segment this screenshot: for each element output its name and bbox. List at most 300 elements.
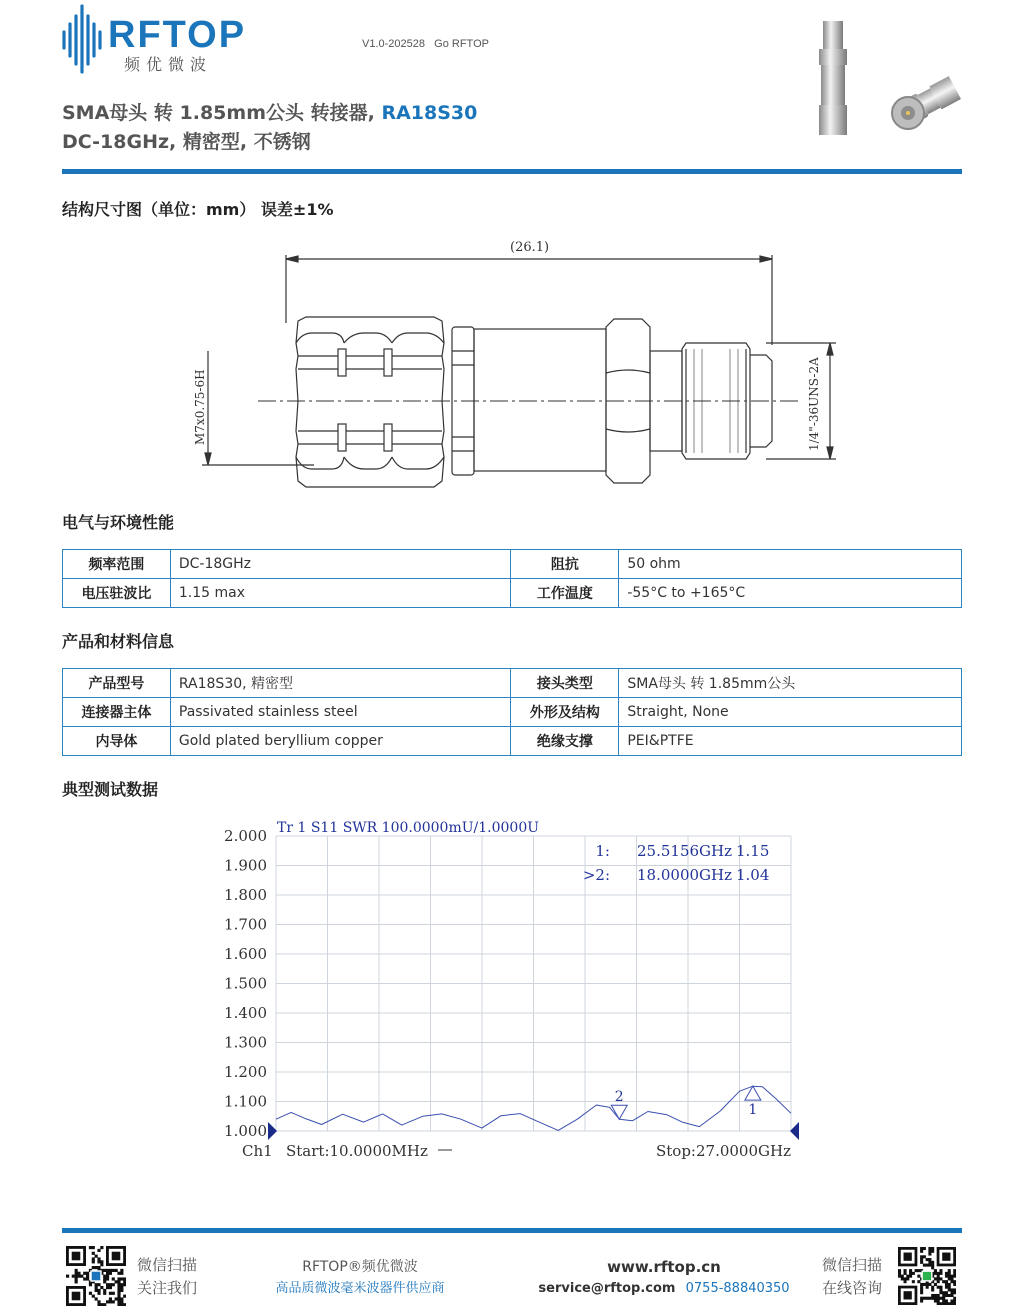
qr-module bbox=[97, 1292, 100, 1295]
qr-module bbox=[937, 1272, 940, 1275]
qr-module bbox=[937, 1277, 940, 1280]
qr-module bbox=[123, 1280, 126, 1283]
spec-key: 电压驻波比 bbox=[63, 579, 171, 608]
qr-module bbox=[92, 1252, 95, 1255]
qr-module bbox=[95, 1255, 98, 1258]
qr-module bbox=[931, 1288, 934, 1291]
qr-module bbox=[89, 1283, 92, 1286]
qr-finder bbox=[904, 1253, 912, 1261]
qr-module bbox=[112, 1269, 115, 1272]
qr-module bbox=[928, 1250, 931, 1253]
qr-module bbox=[948, 1275, 951, 1278]
qr-module bbox=[100, 1260, 103, 1263]
qr-module bbox=[934, 1277, 937, 1280]
qr-module bbox=[912, 1272, 915, 1275]
qr-module bbox=[923, 1264, 926, 1267]
footer-slogan: 高品质微波毫米波器件供应商 bbox=[275, 1281, 445, 1296]
qr-module bbox=[89, 1292, 92, 1295]
qr-center-logo bbox=[92, 1272, 101, 1281]
spec-key: 内导体 bbox=[63, 727, 171, 756]
qr-module bbox=[103, 1280, 106, 1283]
table-row bbox=[63, 727, 962, 756]
qr-module bbox=[106, 1275, 109, 1278]
qr-module bbox=[901, 1275, 904, 1278]
qr-module bbox=[945, 1286, 948, 1289]
qr-module bbox=[97, 1300, 100, 1303]
spec-key: 频率范围 bbox=[63, 550, 171, 579]
spec-value: SMA母头 转 1.85mm公头 bbox=[619, 669, 962, 698]
qr-module bbox=[80, 1275, 83, 1278]
qr-module bbox=[931, 1266, 934, 1269]
logo-wave-icon bbox=[62, 2, 108, 74]
spec-key: 绝缘支撑 bbox=[511, 727, 619, 756]
qr-module bbox=[97, 1303, 100, 1306]
y-tick-label: 1.200 bbox=[224, 1063, 267, 1081]
qr-module bbox=[112, 1277, 115, 1280]
qr-module bbox=[939, 1302, 942, 1305]
footer-rule bbox=[62, 1228, 962, 1233]
qr-module bbox=[942, 1280, 945, 1283]
y-tick-label: 1.600 bbox=[224, 945, 267, 963]
qr-module bbox=[931, 1294, 934, 1297]
qr-code-follow bbox=[66, 1246, 126, 1306]
table-row bbox=[63, 669, 962, 698]
footer-wechat-consult bbox=[822, 1254, 882, 1300]
qr-module bbox=[92, 1295, 95, 1298]
qr-module bbox=[923, 1283, 926, 1286]
qr-module bbox=[928, 1261, 931, 1264]
qr-module bbox=[928, 1264, 931, 1267]
qr-module bbox=[917, 1269, 920, 1272]
qr-module bbox=[117, 1272, 120, 1275]
spec-key: 连接器主体 bbox=[63, 698, 171, 727]
dim-length-label: (26.1) bbox=[510, 240, 550, 255]
qr-module bbox=[112, 1300, 115, 1303]
qr-module bbox=[953, 1275, 956, 1278]
qr-module bbox=[117, 1289, 120, 1292]
qr-module bbox=[950, 1280, 953, 1283]
marker-1-label: 1 bbox=[748, 1102, 758, 1119]
qr-module bbox=[920, 1286, 923, 1289]
qr-module bbox=[948, 1272, 951, 1275]
qr-module bbox=[926, 1283, 929, 1286]
qr-module bbox=[106, 1272, 109, 1275]
qr-module bbox=[909, 1269, 912, 1272]
qr-module bbox=[909, 1272, 912, 1275]
qr-module bbox=[945, 1294, 948, 1297]
qr-module bbox=[931, 1297, 934, 1300]
qr-module bbox=[920, 1255, 923, 1258]
qr-finder bbox=[72, 1252, 81, 1261]
qr-module bbox=[100, 1303, 103, 1306]
spec-value: Gold plated beryllium copper bbox=[170, 727, 511, 756]
spec-value: PEI&PTFE bbox=[619, 727, 962, 756]
qr-module bbox=[931, 1264, 934, 1267]
qr-module bbox=[950, 1275, 953, 1278]
footer-contact-block bbox=[536, 1256, 792, 1300]
qr-module bbox=[942, 1294, 945, 1297]
y-tick-label: 1.900 bbox=[224, 856, 267, 875]
qr-module bbox=[95, 1297, 98, 1300]
qr-module bbox=[100, 1286, 103, 1289]
qr-module bbox=[120, 1300, 123, 1303]
qr-module bbox=[117, 1277, 120, 1280]
qr-module bbox=[904, 1272, 907, 1275]
section-title-test: 典型测试数据 bbox=[62, 780, 159, 799]
qr-module bbox=[926, 1264, 929, 1267]
qr-module bbox=[926, 1286, 929, 1289]
qr-module bbox=[948, 1288, 951, 1291]
qr-module bbox=[100, 1246, 103, 1249]
qr-module bbox=[934, 1299, 937, 1302]
qr-module bbox=[937, 1275, 940, 1278]
qr-module bbox=[906, 1275, 909, 1278]
qr-module bbox=[948, 1286, 951, 1289]
qr-module bbox=[928, 1283, 931, 1286]
qr-finder bbox=[112, 1252, 121, 1261]
qr-module bbox=[928, 1247, 931, 1250]
qr-module bbox=[92, 1266, 95, 1269]
qr-module bbox=[950, 1294, 953, 1297]
dimension-drawing bbox=[62, 225, 962, 495]
qr-module bbox=[112, 1292, 115, 1295]
qr-module bbox=[103, 1275, 106, 1278]
qr-module bbox=[945, 1299, 948, 1302]
qr-module bbox=[917, 1275, 920, 1278]
spec-value: DC-18GHz bbox=[170, 550, 511, 579]
qr-module bbox=[904, 1277, 907, 1280]
qr-module bbox=[934, 1269, 937, 1272]
qr-module bbox=[942, 1297, 945, 1300]
qr-module bbox=[945, 1283, 948, 1286]
chart-title: Tr 1 S11 SWR 100.0000mU/1.0000U bbox=[277, 820, 540, 836]
qr-module bbox=[950, 1288, 953, 1291]
qr-module bbox=[953, 1299, 956, 1302]
qr-module bbox=[909, 1275, 912, 1278]
qr-module bbox=[920, 1247, 923, 1250]
qr-module bbox=[950, 1302, 953, 1305]
spec-value: Passivated stainless steel bbox=[170, 698, 511, 727]
qr-module bbox=[939, 1272, 942, 1275]
qr-module bbox=[77, 1272, 80, 1275]
qr-module bbox=[109, 1283, 112, 1286]
marker-readout-label: >2: bbox=[582, 866, 610, 884]
qr-module bbox=[106, 1286, 109, 1289]
qr-module bbox=[120, 1297, 123, 1300]
qr-module bbox=[97, 1249, 100, 1252]
qr-module bbox=[95, 1286, 98, 1289]
qr-module bbox=[931, 1261, 934, 1264]
qr-module bbox=[97, 1260, 100, 1263]
y-tick-label: 1.300 bbox=[224, 1033, 267, 1052]
qr-module bbox=[937, 1286, 940, 1289]
qr-module bbox=[923, 1247, 926, 1250]
swr-chart bbox=[215, 812, 815, 1162]
qr-module bbox=[920, 1261, 923, 1264]
qr-module bbox=[953, 1297, 956, 1300]
marker-readout-value: 1.15 bbox=[736, 842, 770, 860]
qr-module bbox=[953, 1283, 956, 1286]
qr-module bbox=[86, 1275, 89, 1278]
qr-module bbox=[109, 1297, 112, 1300]
qr-module bbox=[939, 1291, 942, 1294]
footer-contact-line bbox=[536, 1278, 792, 1300]
qr-module bbox=[97, 1266, 100, 1269]
qr-module bbox=[106, 1277, 109, 1280]
qr-module bbox=[904, 1269, 907, 1272]
qr-module bbox=[72, 1275, 75, 1278]
dim-left-thread-label: M7x0.75-6H bbox=[193, 369, 207, 445]
header-rule bbox=[62, 169, 962, 174]
spec-value: 1.15 max bbox=[170, 579, 511, 608]
logo-subtitle: 频优微波 bbox=[124, 55, 213, 74]
qr-module bbox=[920, 1291, 923, 1294]
qr-module bbox=[928, 1258, 931, 1261]
qr-module bbox=[928, 1253, 931, 1256]
brand-logo bbox=[62, 0, 272, 78]
qr-module bbox=[103, 1269, 106, 1272]
qr-module bbox=[109, 1286, 112, 1289]
qr-module bbox=[86, 1272, 89, 1275]
qr-module bbox=[89, 1246, 92, 1249]
qr-module bbox=[92, 1246, 95, 1249]
qr-module bbox=[103, 1303, 106, 1306]
stop-label: Stop:27.0000GHz bbox=[656, 1142, 791, 1160]
qr-module bbox=[945, 1280, 948, 1283]
qr-module bbox=[66, 1275, 69, 1278]
qr-module bbox=[934, 1272, 937, 1275]
qr-module bbox=[948, 1302, 951, 1305]
dim-right-thread-label: 1/4"-36UNS-2A bbox=[807, 357, 821, 451]
qr-module bbox=[931, 1286, 934, 1289]
qr-module bbox=[920, 1288, 923, 1291]
qr-module bbox=[953, 1280, 956, 1283]
start-label: Start:10.0000MHz bbox=[286, 1142, 428, 1160]
marker-readout-value: 1.04 bbox=[736, 866, 770, 884]
qr-module bbox=[945, 1291, 948, 1294]
qr-finder bbox=[904, 1291, 912, 1299]
qr-module bbox=[115, 1297, 118, 1300]
qr-module bbox=[97, 1257, 100, 1260]
qr-module bbox=[120, 1269, 123, 1272]
qr-module bbox=[915, 1269, 918, 1272]
page-title bbox=[62, 98, 477, 125]
marker-readout-freq: 18.0000GHz bbox=[637, 866, 732, 884]
qr-module bbox=[939, 1269, 942, 1272]
version-label: V1.0-202528 Go RFTOP bbox=[362, 38, 489, 50]
qr-module bbox=[109, 1292, 112, 1295]
qr-module bbox=[123, 1283, 126, 1286]
footer-brand-block bbox=[262, 1256, 458, 1300]
y-tick-label: 1.700 bbox=[224, 915, 267, 934]
footer-wechat-label: 微信扫描 bbox=[137, 1256, 198, 1274]
qr-module bbox=[937, 1299, 940, 1302]
qr-module bbox=[109, 1269, 112, 1272]
spec-value: -55°C to +165°C bbox=[619, 579, 962, 608]
qr-module bbox=[106, 1300, 109, 1303]
qr-module bbox=[920, 1283, 923, 1286]
y-tick-label: 1.500 bbox=[224, 974, 267, 993]
footer-wechat-follow bbox=[137, 1254, 197, 1300]
part-number: RA18S30 bbox=[381, 102, 478, 124]
qr-module bbox=[953, 1291, 956, 1294]
qr-module bbox=[934, 1297, 937, 1300]
qr-module bbox=[904, 1280, 907, 1283]
product-photo bbox=[805, 15, 965, 145]
qr-module bbox=[109, 1272, 112, 1275]
qr-module bbox=[942, 1299, 945, 1302]
electrical-table bbox=[62, 549, 962, 608]
qr-module bbox=[923, 1297, 926, 1300]
qr-module bbox=[945, 1275, 948, 1278]
qr-module bbox=[920, 1250, 923, 1253]
spec-key: 接头类型 bbox=[511, 669, 619, 698]
y-tick-label: 1.400 bbox=[224, 1004, 267, 1022]
qr-module bbox=[117, 1280, 120, 1283]
table-row bbox=[63, 550, 962, 579]
qr-module bbox=[117, 1292, 120, 1295]
spec-key: 外形及结构 bbox=[511, 698, 619, 727]
qr-module bbox=[912, 1280, 915, 1283]
footer-wechat-label: 微信扫描 bbox=[822, 1256, 883, 1274]
marker-readout-label: 1: bbox=[595, 842, 610, 860]
qr-module bbox=[898, 1275, 901, 1278]
qr-module bbox=[83, 1272, 86, 1275]
qr-module bbox=[115, 1269, 118, 1272]
qr-module bbox=[934, 1283, 937, 1286]
marker-2-label: 2 bbox=[614, 1089, 624, 1106]
qr-module bbox=[95, 1266, 98, 1269]
qr-module bbox=[75, 1272, 78, 1275]
qr-module bbox=[97, 1283, 100, 1286]
footer-phone: 0755-88840350 bbox=[685, 1281, 790, 1296]
qr-module bbox=[953, 1288, 956, 1291]
qr-module bbox=[926, 1258, 929, 1261]
qr-module bbox=[103, 1292, 106, 1295]
product-table bbox=[62, 668, 962, 756]
qr-module bbox=[939, 1286, 942, 1289]
qr-module bbox=[953, 1269, 956, 1272]
qr-module bbox=[120, 1283, 123, 1286]
logo-text: RFTOP bbox=[108, 14, 247, 56]
spec-value: 50 ohm bbox=[619, 550, 962, 579]
y-tick-label: 1.100 bbox=[224, 1092, 267, 1111]
qr-module bbox=[123, 1277, 126, 1280]
qr-module bbox=[950, 1291, 953, 1294]
footer-follow-label: 关注我们 bbox=[137, 1279, 198, 1297]
qr-module bbox=[898, 1269, 901, 1272]
footer-brand: RFTOP®频优微波 bbox=[302, 1259, 418, 1275]
qr-module bbox=[901, 1277, 904, 1280]
qr-module bbox=[117, 1303, 120, 1306]
qr-module bbox=[106, 1269, 109, 1272]
qr-module bbox=[937, 1302, 940, 1305]
spec-key: 产品型号 bbox=[63, 669, 171, 698]
footer-email-link[interactable]: service@rftop.com bbox=[538, 1281, 676, 1296]
qr-module bbox=[117, 1295, 120, 1298]
qr-module bbox=[120, 1289, 123, 1292]
qr-module bbox=[92, 1260, 95, 1263]
qr-module bbox=[117, 1283, 120, 1286]
qr-module bbox=[117, 1300, 120, 1303]
qr-module bbox=[120, 1277, 123, 1280]
qr-module bbox=[945, 1302, 948, 1305]
qr-module bbox=[934, 1294, 937, 1297]
qr-finder bbox=[72, 1292, 81, 1301]
qr-module bbox=[106, 1283, 109, 1286]
qr-module bbox=[939, 1277, 942, 1280]
qr-module bbox=[75, 1277, 78, 1280]
channel-label: Ch1 bbox=[242, 1142, 273, 1160]
qr-module bbox=[939, 1297, 942, 1300]
qr-module bbox=[898, 1272, 901, 1275]
qr-module bbox=[948, 1269, 951, 1272]
qr-module bbox=[948, 1283, 951, 1286]
qr-module bbox=[117, 1286, 120, 1289]
qr-module bbox=[77, 1275, 80, 1278]
y-tick-label: 2.000 bbox=[224, 827, 267, 845]
qr-module bbox=[112, 1283, 115, 1286]
qr-module bbox=[103, 1289, 106, 1292]
qr-module bbox=[100, 1263, 103, 1266]
table-row bbox=[63, 698, 962, 727]
qr-module bbox=[95, 1289, 98, 1292]
qr-module bbox=[120, 1286, 123, 1289]
qr-module bbox=[86, 1277, 89, 1280]
qr-module bbox=[953, 1272, 956, 1275]
qr-module bbox=[948, 1277, 951, 1280]
qr-module bbox=[926, 1297, 929, 1300]
qr-module bbox=[83, 1277, 86, 1280]
qr-center-logo bbox=[923, 1272, 931, 1280]
qr-module bbox=[920, 1258, 923, 1261]
qr-module bbox=[92, 1257, 95, 1260]
spec-value: Straight, None bbox=[619, 698, 962, 727]
qr-module bbox=[928, 1297, 931, 1300]
qr-module bbox=[953, 1302, 956, 1305]
qr-module bbox=[120, 1272, 123, 1275]
qr-module bbox=[123, 1295, 126, 1298]
section-title-drawing: 结构尺寸图（单位：mm） 误差±1% bbox=[62, 200, 334, 219]
qr-module bbox=[950, 1299, 953, 1302]
qr-module bbox=[950, 1277, 953, 1280]
qr-module bbox=[75, 1269, 78, 1272]
qr-module bbox=[939, 1288, 942, 1291]
qr-module bbox=[75, 1280, 78, 1283]
qr-module bbox=[942, 1291, 945, 1294]
section-title-product: 产品和材料信息 bbox=[62, 632, 175, 651]
qr-module bbox=[937, 1297, 940, 1300]
qr-module bbox=[117, 1297, 120, 1300]
qr-module bbox=[937, 1294, 940, 1297]
qr-finder bbox=[942, 1253, 950, 1261]
qr-module bbox=[931, 1247, 934, 1250]
qr-module bbox=[920, 1297, 923, 1300]
spec-value: RA18S30, 精密型 bbox=[170, 669, 511, 698]
y-tick-label: 1.800 bbox=[224, 886, 267, 904]
qr-module bbox=[931, 1250, 934, 1253]
qr-module bbox=[923, 1255, 926, 1258]
y-tick-label: 1.000 bbox=[224, 1122, 267, 1140]
qr-module bbox=[937, 1280, 940, 1283]
footer-consult-label: 在线咨询 bbox=[822, 1279, 883, 1297]
qr-module bbox=[120, 1303, 123, 1306]
page-subtitle: DC-18GHz, 精密型, 不锈钢 bbox=[62, 131, 311, 153]
qr-module bbox=[123, 1303, 126, 1306]
section-title-electrical: 电气与环境性能 bbox=[62, 513, 175, 532]
footer-website-link[interactable]: www.rftop.cn bbox=[607, 1258, 721, 1276]
qr-module bbox=[75, 1275, 78, 1278]
